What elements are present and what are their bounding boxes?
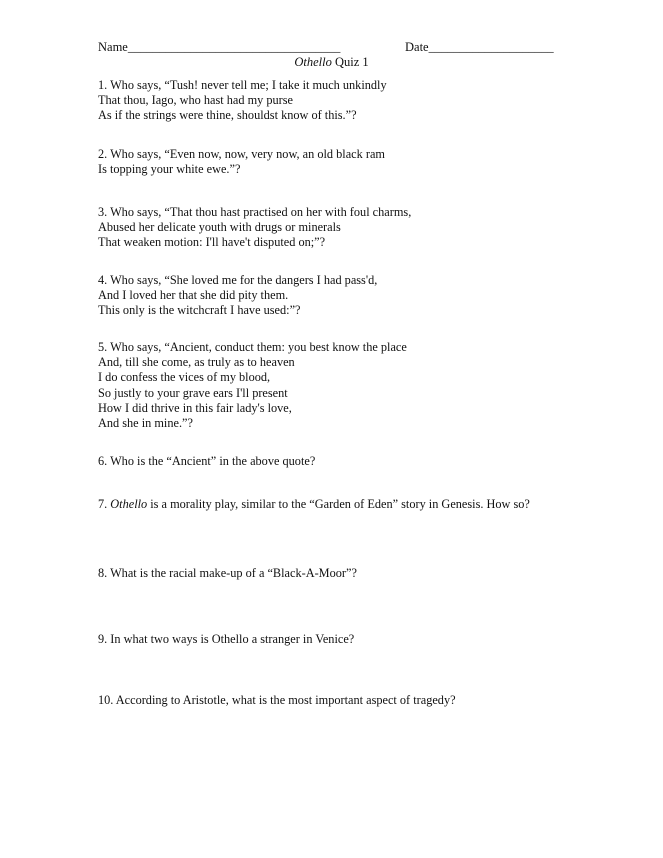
question-line: 5. Who says, “Ancient, conduct them: you best know the place	[98, 340, 407, 354]
question-4	[98, 273, 578, 319]
question-number: 7.	[98, 497, 111, 511]
question-8	[98, 566, 578, 581]
question-7	[98, 497, 588, 512]
question-line: Abused her delicate youth with drugs or minerals	[98, 220, 341, 235]
question-line: How I did thrive in this fair lady's love,	[98, 400, 292, 415]
question-line: Is topping your white ewe.”?	[98, 162, 241, 177]
question-line: I do confess the vices of my blood,	[98, 370, 271, 385]
question-line: And I loved her that she did pity them.	[98, 288, 289, 303]
question-line: 2. Who says, “Even now, now, very now, an old black ram	[98, 147, 385, 161]
question-1	[98, 78, 578, 124]
question-line: And she in mine.”?	[98, 416, 193, 431]
question-9	[98, 632, 578, 647]
question-line: 6. Who is the “Ancient” in the above quote?	[98, 454, 316, 468]
question-line: This only is the witchcraft I have used:”?	[98, 303, 301, 318]
date-field[interactable]: Date____________________	[405, 40, 554, 54]
question-line: That weaken motion: I'll have't disputed on;”?	[98, 235, 326, 250]
play-title-italic: Othello	[110, 497, 148, 511]
question-line: 3. Who says, “That thou hast practised on her with foul charms,	[98, 205, 412, 219]
question-5	[98, 340, 578, 431]
question-line: That thou, Iago, who hast had my purse	[98, 93, 294, 108]
name-field[interactable]: Name__________________________________	[98, 40, 341, 54]
question-6	[98, 454, 578, 469]
question-2	[98, 147, 578, 177]
question-line: 9. In what two ways is Othello a stranger in Venice?	[98, 632, 355, 646]
question-10	[98, 693, 578, 708]
title-quiz-label: Quiz 1	[331, 55, 369, 69]
question-line	[98, 497, 588, 512]
question-line: And, till she come, as truly as to heaven	[98, 355, 295, 370]
question-3	[98, 205, 578, 251]
question-line: 8. What is the racial make-up of a “Black-A-Moor”?	[98, 566, 357, 580]
question-text: is a morality play, similar to the “Garden of Eden” story in Genesis. How so?	[147, 497, 530, 511]
page-title	[0, 54, 663, 70]
question-line: 1. Who says, “Tush! never tell me; I take it much unkindly	[98, 78, 387, 92]
question-line: 10. According to Aristotle, what is the most important aspect of tragedy?	[98, 693, 456, 707]
title-play-name: Othello	[294, 55, 332, 69]
question-line: As if the strings were thine, shouldst know of this.”?	[98, 108, 357, 123]
question-line: 4. Who says, “She loved me for the dangers I had pass'd,	[98, 273, 378, 287]
question-line: So justly to your grave ears I'll present	[98, 385, 288, 400]
